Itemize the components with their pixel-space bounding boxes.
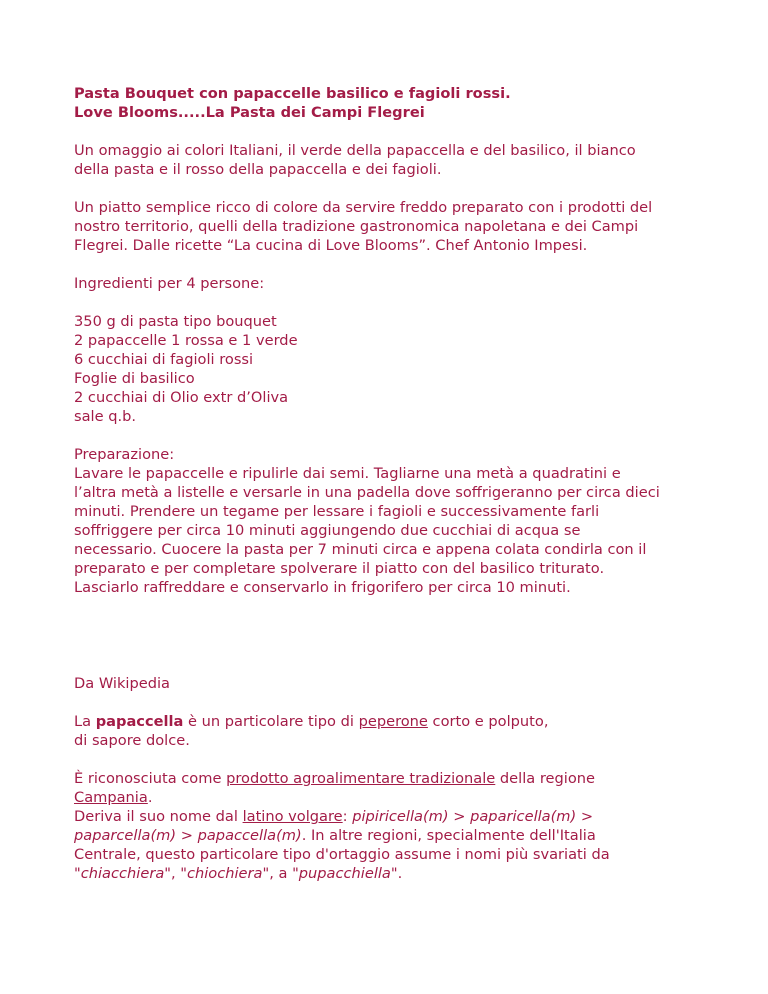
wiki-line [74,807,734,826]
wiki-text: La [74,713,96,730]
wiki-etymology: paparicella(m) [470,808,577,825]
ingredients-heading: Ingredienti per 4 persone: [74,275,265,292]
wiki-line [74,712,734,731]
preparation-line: minuti. Prendere un tegame per lessare i fagioli e successivamente farli [74,503,600,520]
wiki-line [74,788,734,807]
preparation-line: Lavare le papaccelle e ripulirle dai semi. Tagliarne una metà a quadratini e [74,465,621,482]
preparation-line: necessario. Cuocere la pasta per 7 minuti circa e appena colata condirla con il [74,541,647,558]
wiki-text: della regione [495,770,595,787]
ingredient-item: sale q.b. [74,408,137,425]
wiki-paragraph-1 [74,712,734,750]
wiki-text: . [147,789,153,806]
wiki-text: . [397,865,403,882]
wiki-etymology: pipiricella(m) [352,808,449,825]
wiki-alt-name: "chiochiera" [180,865,270,882]
wiki-line [74,769,734,788]
ingredient-item: 6 cucchiai di fagioli rossi [74,351,254,368]
preparation-line: Lasciarlo raffreddare e conservarlo in frigorifero per circa 10 minuti. [74,579,571,596]
wiki-line [74,826,734,845]
wiki-text: , [170,865,181,882]
intro-line: Un omaggio ai colori Italiani, il verde della papaccella e del basilico, il bianco [74,142,636,159]
wiki-text: > [176,827,198,844]
preparation-line: soffriggere per circa 10 minuti aggiungendo due cucchiai di acqua se [74,522,581,539]
description-line: Un piatto semplice ricco di colore da servire freddo preparato con i prodotti del [74,199,653,216]
wiki-link-campania[interactable]: Campania [74,789,148,806]
description-line: Flegrei. Dalle ricette “La cucina di Love Blooms”. Chef Antonio Impesi. [74,237,588,254]
description-line: nostro territorio, quelli della tradizione gastronomica napoletana e dei Campi [74,218,639,235]
wiki-etymology: papaccella(m) [197,827,302,844]
wiki-alt-name: "chiacchiera" [74,865,171,882]
preparation-heading: Preparazione: [74,446,175,463]
wiki-text: > [448,808,471,825]
wiki-text: È riconosciuta come [74,770,227,787]
description-paragraph [74,198,734,255]
intro-line: della pasta e il rosso della papaccella e dei fagioli. [74,161,442,178]
wiki-source: Da Wikipedia [74,675,170,692]
preparation-line: preparato e per completare spolverare il piatto con del basilico triturato. [74,560,605,577]
wiki-link-latino-volgare[interactable]: latino volgare [242,808,343,825]
wiki-text: : [342,808,353,825]
preparation-line: l’altra metà a listelle e versarle in una padella dove soffrigeranno per circa dieci [74,484,660,501]
wiki-line [74,864,734,883]
title-line-2: Love Blooms.....La Pasta dei Campi Flegrei [74,104,425,121]
wiki-term: papaccella [95,713,184,730]
ingredient-item: Foglie di basilico [74,370,195,387]
intro-paragraph [74,141,734,179]
ingredient-item: 2 papaccelle 1 rossa e 1 verde [74,332,298,349]
wiki-line: di sapore dolce. [74,732,190,749]
document-page [74,84,734,883]
wiki-link-peperone[interactable]: peperone [358,713,428,730]
wiki-text: corto e polputo, [427,713,549,730]
title-line-1: Pasta Bouquet con papaccelle basilico e fagioli rossi. [74,85,511,102]
wiki-etymology: paparcella(m) [74,827,177,844]
wiki-text: . In altre regioni, specialmente dell'Italia [301,827,596,844]
preparation-paragraph [74,464,734,597]
wiki-text: , a [269,865,293,882]
wiki-text: > [576,808,594,825]
wiki-link-prodotto-agroalimentare[interactable]: prodotto agroalimentare tradizionale [226,770,496,787]
ingredient-item: 2 cucchiai di Olio extr d’Oliva [74,389,289,406]
wiki-alt-name: "pupacchiella" [292,865,398,882]
wiki-text: è un particolare tipo di [183,713,359,730]
wiki-line: Centrale, questo particolare tipo d'ortaggio assume i nomi più svariati da [74,846,610,863]
wiki-paragraph-2 [74,769,734,883]
wiki-text: Deriva il suo nome dal [74,808,243,825]
ingredients-list [74,312,734,426]
ingredient-item: 350 g di pasta tipo bouquet [74,313,277,330]
